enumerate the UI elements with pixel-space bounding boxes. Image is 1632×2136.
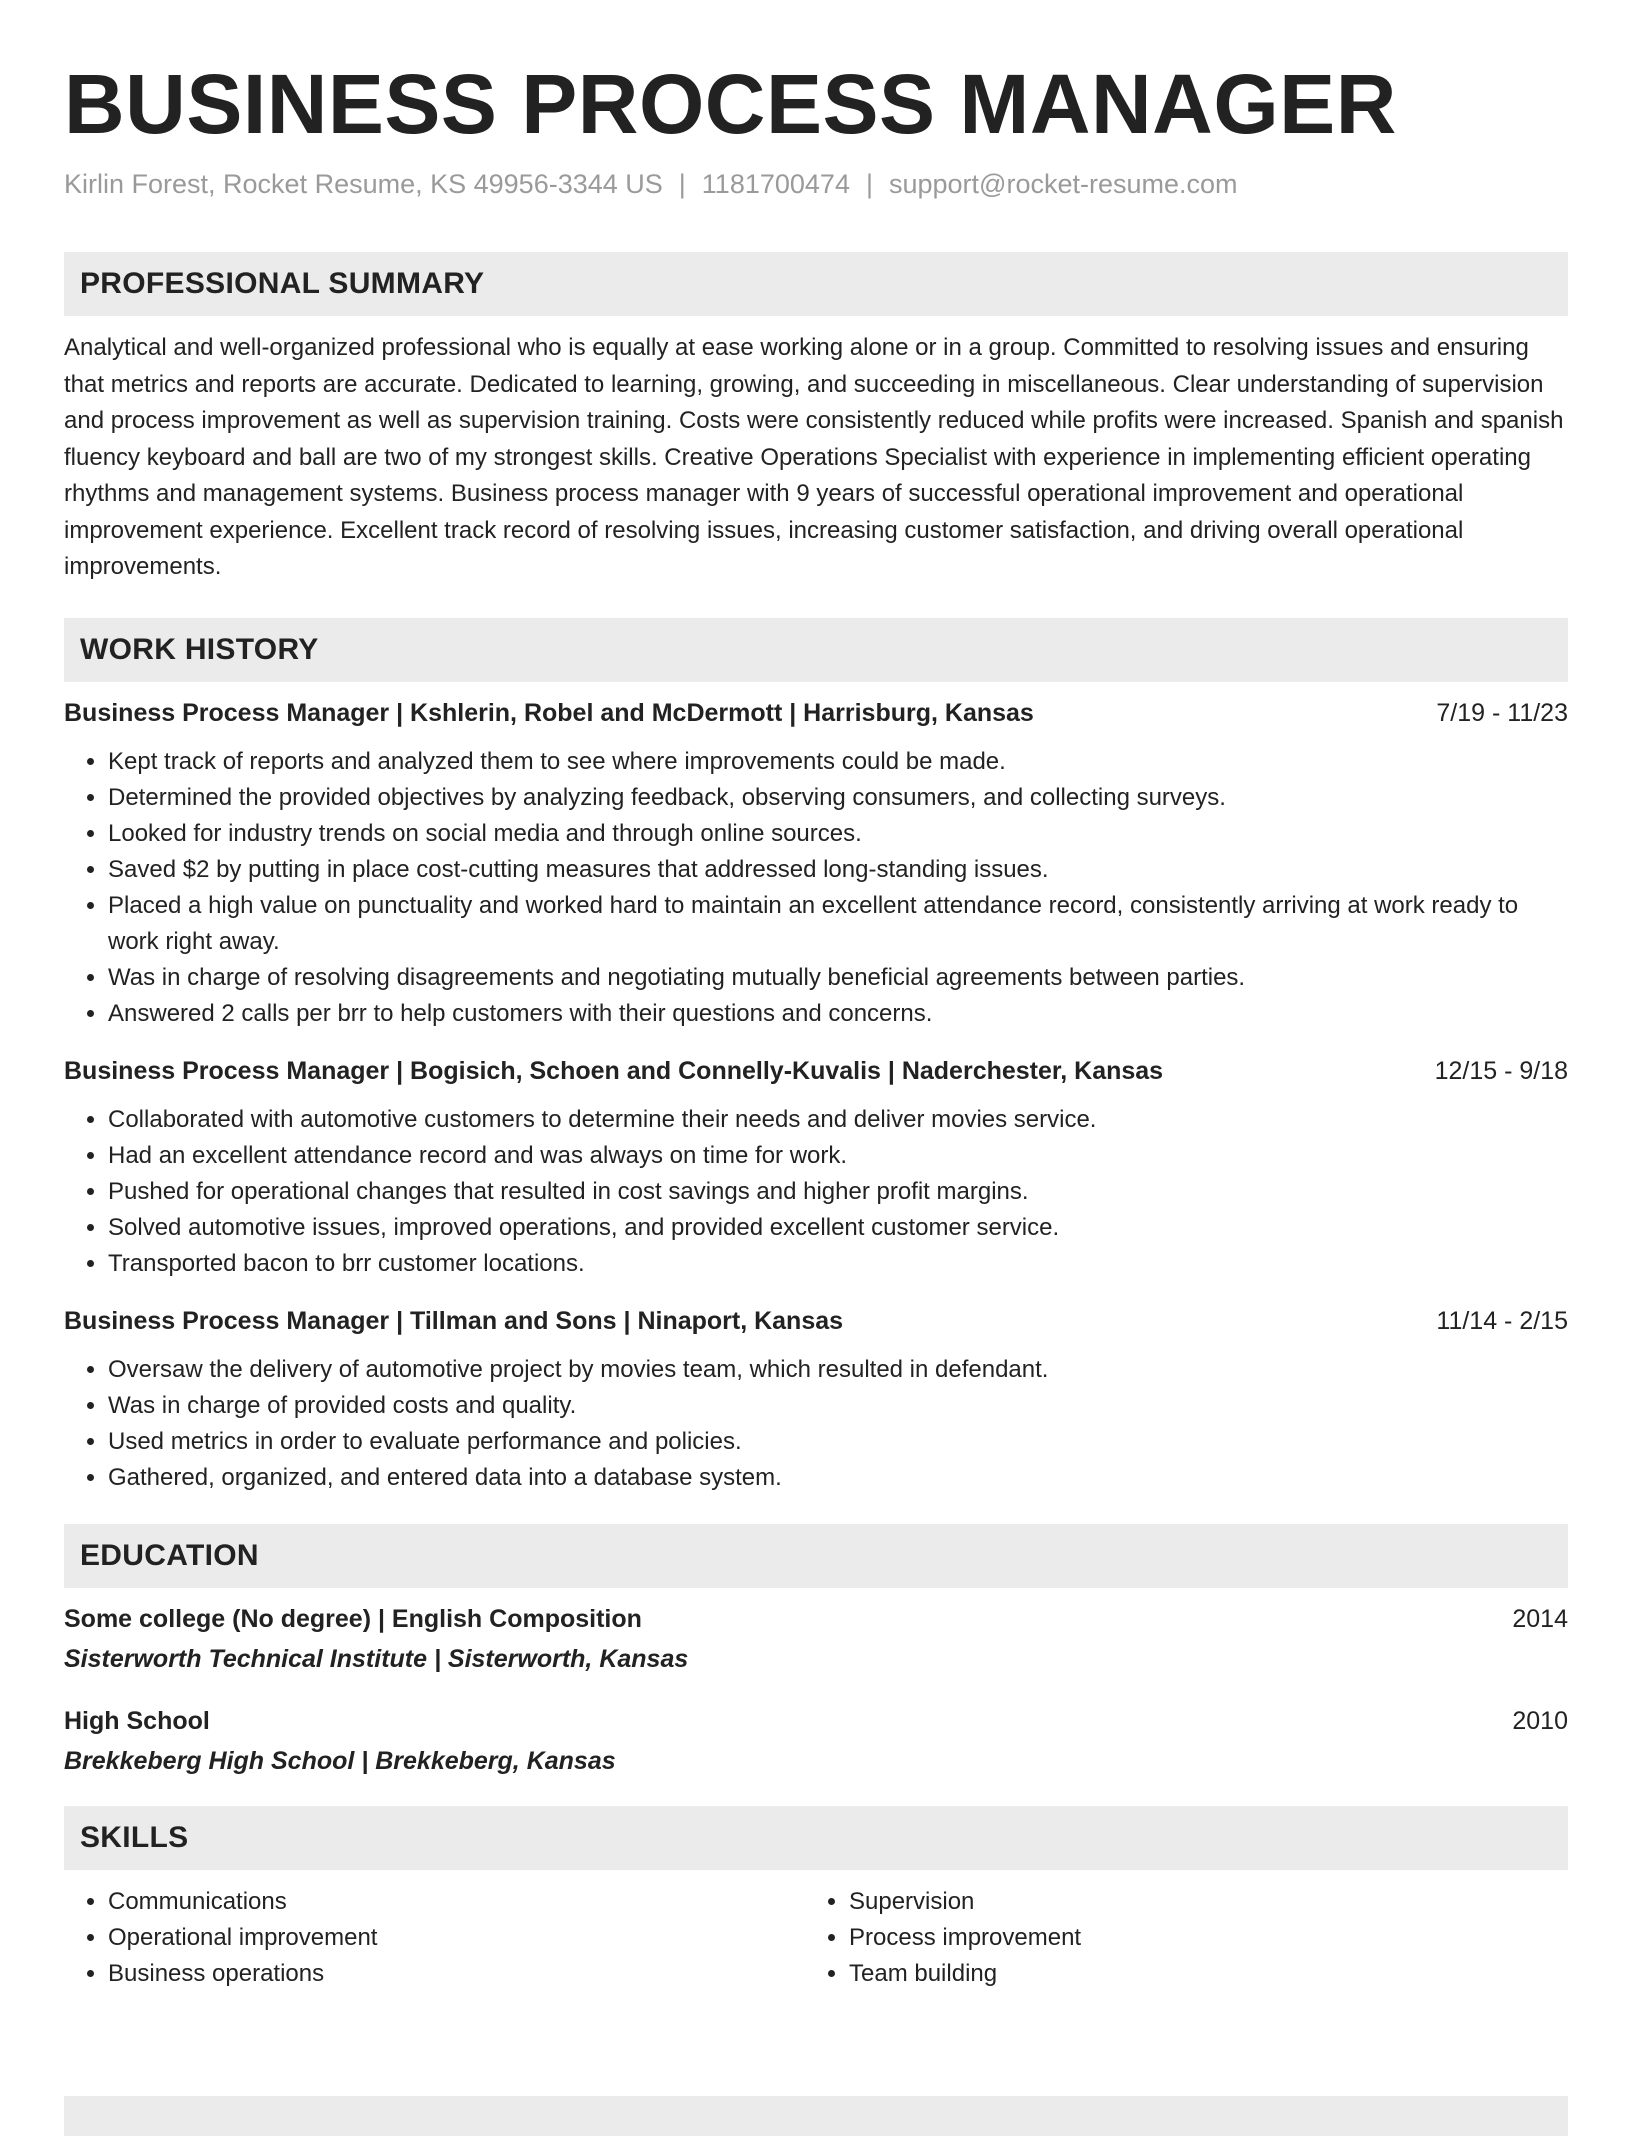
education-header — [64, 1704, 1568, 1738]
job-bullet: • Was in charge of resolving disagreements and negotiating mutually beneficial agreements between parties. — [108, 960, 1568, 996]
job-entry — [64, 696, 1568, 1032]
education-entry — [64, 1602, 1568, 1676]
job-bullet: • Solved automotive issues, improved operations, and provided excellent customer service. — [108, 1210, 1568, 1246]
job-bullet: • Pushed for operational changes that resulted in cost savings and higher profit margins. — [108, 1174, 1568, 1210]
education-degree: High School — [64, 1706, 210, 1735]
job-dates: 11/14 - 2/15 — [1436, 1306, 1568, 1335]
job-bullet: • Determined the provided objectives by analyzing feedback, observing consumers, and collecting surveys. — [108, 780, 1568, 816]
job-bullets — [64, 1352, 1568, 1496]
section-heading-education: EDUCATION — [64, 1524, 1568, 1588]
skill-item: • Process improvement — [849, 1920, 1546, 1956]
job-entry — [64, 1054, 1568, 1282]
job-bullet: • Answered 2 calls per brr to help customers with their questions and concerns. — [108, 996, 1568, 1032]
next-section-heading-band — [64, 2096, 1568, 2136]
job-bullet: • Looked for industry trends on social media and through online sources. — [108, 816, 1568, 852]
contact-phone: 1181700474 — [701, 169, 850, 199]
section-heading-summary: PROFESSIONAL SUMMARY — [64, 252, 1568, 316]
job-title: Business Process Manager | Bogisich, Schoen and Connelly-Kuvalis | Naderchester, Kansas — [64, 1056, 1164, 1085]
job-bullet: • Transported bacon to brr customer locations. — [108, 1246, 1568, 1282]
education-degree: Some college (No degree) | English Composition — [64, 1604, 642, 1633]
education-header — [64, 1602, 1568, 1636]
contact-address: Kirlin Forest, Rocket Resume, KS 49956-3344 US — [64, 169, 663, 199]
resume-name: BUSINESS PROCESS MANAGER — [64, 57, 1397, 151]
job-entry — [64, 1304, 1568, 1496]
summary-text: Analytical and well-organized professional who is equally at ease working alone or in a group. Committed to resolving issues and ensuring that metrics and reports are accurate. Dedicated to learning, growing, and succeeding in miscellaneous. Clear understanding of supervision and process improvement as well as supervision training. Costs were consistently reduced while profits were increased. Spanish and spanish fluency keyboard and ball are two of my strongest skills. Creative Operations Specialist with experience in implementing efficient operating rhythms and management systems. Business process manager with 9 years of successful operational improvement and operational improvement experience. Excellent track record of resolving issues, increasing customer satisfaction, and driving overall operational improvements. — [64, 334, 1564, 580]
education-year: 2010 — [1512, 1706, 1568, 1735]
job-bullets — [64, 744, 1568, 1032]
job-header — [64, 1054, 1568, 1088]
skill-item: • Supervision — [849, 1884, 1546, 1920]
skill-item: • Operational improvement — [108, 1920, 805, 1956]
skill-item: • Communications — [108, 1884, 805, 1920]
contact-separator: | — [678, 169, 686, 199]
job-bullet: • Was in charge of provided costs and quality. — [108, 1388, 1568, 1424]
section-heading-work-history: WORK HISTORY — [64, 618, 1568, 682]
job-header — [64, 696, 1568, 730]
job-header — [64, 1304, 1568, 1338]
skills-column-left — [64, 1884, 805, 1992]
job-bullet: • Gathered, organized, and entered data into a database system. — [108, 1460, 1568, 1496]
contact-email[interactable]: support@rocket-resume.com — [888, 169, 1238, 199]
job-bullet: • Oversaw the delivery of automotive project by movies team, which resulted in defendant. — [108, 1352, 1568, 1388]
job-title: Business Process Manager | Tillman and Sons | Ninaport, Kansas — [64, 1306, 844, 1335]
skill-item: • Business operations — [108, 1956, 805, 1992]
job-bullet: • Placed a high value on punctuality and worked hard to maintain an excellent attendance record, consistently arriving at work ready to work right away. — [108, 888, 1568, 960]
education-school: Sisterworth Technical Institute | Sisterworth, Kansas — [64, 1644, 689, 1673]
resume-page — [64, 56, 1568, 1992]
education-entry — [64, 1704, 1568, 1778]
section-heading-skills: SKILLS — [64, 1806, 1568, 1870]
education-year: 2014 — [1512, 1604, 1568, 1633]
job-dates: 12/15 - 9/18 — [1434, 1056, 1568, 1085]
job-bullet: • Saved $2 by putting in place cost-cutting measures that addressed long-standing issues. — [108, 852, 1568, 888]
job-bullet: • Used metrics in order to evaluate performance and policies. — [108, 1424, 1568, 1460]
contact-separator: | — [865, 169, 873, 199]
job-bullet: • Kept track of reports and analyzed them to see where improvements could be made. — [108, 744, 1568, 780]
contact-line — [64, 166, 1568, 202]
education-school: Brekkeberg High School | Brekkeberg, Kansas — [64, 1746, 616, 1775]
job-title: Business Process Manager | Kshlerin, Robel and McDermott | Harrisburg, Kansas — [64, 698, 1034, 727]
job-bullets — [64, 1102, 1568, 1282]
skills-column-right — [805, 1884, 1546, 1992]
job-dates: 7/19 - 11/23 — [1436, 698, 1568, 727]
skill-item: • Team building — [849, 1956, 1546, 1992]
job-bullet: • Collaborated with automotive customers to determine their needs and deliver movies service. — [108, 1102, 1568, 1138]
job-bullet: • Had an excellent attendance record and was always on time for work. — [108, 1138, 1568, 1174]
skills-list — [64, 1884, 1568, 1992]
